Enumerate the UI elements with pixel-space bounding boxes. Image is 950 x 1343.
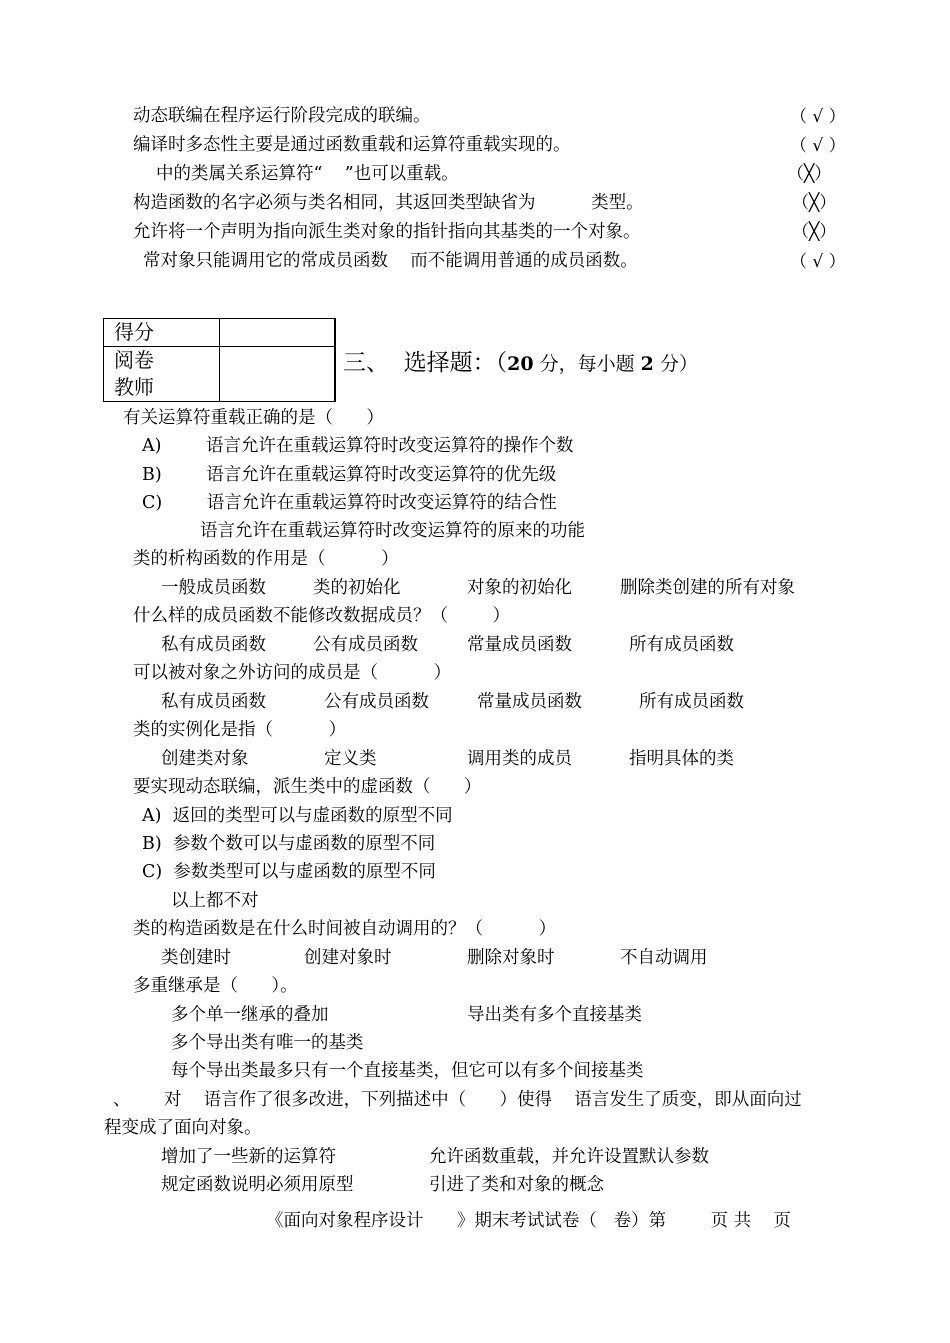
judgment-item-3: 中的类属关系运算符“ ”也可以重载。	[156, 164, 459, 184]
question-7-option-a: 类创建时	[161, 948, 231, 968]
page-footer: 《面向对象程序设计 》期末考试试卷（ 卷）第 页 共 页	[266, 1211, 791, 1231]
question-7-option-c: 删除对象时	[467, 948, 555, 968]
score-label: 得分	[104, 319, 220, 347]
question-3-option-b: 公有成员函数	[313, 635, 418, 655]
question-4: 可以被对象之外访问的成员是（ ）	[133, 663, 452, 683]
question-8-option-d: 每个导出类最多只有一个直接基类，但它可以有多个间接基类	[171, 1061, 644, 1081]
section-total-points: 20	[507, 353, 534, 375]
score-table	[103, 318, 335, 402]
question-6-option-c: C) 参数类型可以与虚函数的原型不同	[142, 862, 436, 882]
question-1-option-c: C) 语言允许在重载运算符时改变运算符的结合性	[142, 493, 557, 513]
judgment-item-1: 动态联编在程序运行阶段完成的联编。	[133, 106, 431, 126]
question-9-option-a: 增加了一些新的运算符	[161, 1147, 336, 1167]
reviewer-value-cell	[220, 347, 335, 402]
question-4-option-a: 私有成员函数	[161, 692, 266, 712]
question-8-option-a: 多个单一继承的叠加	[171, 1005, 329, 1025]
table-divider	[334, 318, 336, 402]
judgment-mark-3: （╳）	[787, 164, 832, 184]
question-2-option-d: 删除类创建的所有对象	[620, 578, 795, 598]
reviewer-label-line-2: 教师	[114, 375, 154, 399]
section-title	[343, 352, 698, 375]
judgment-item-6: 常对象只能调用它的常成员函数 而不能调用普通的成员函数。	[143, 251, 638, 271]
question-2-option-c: 对象的初始化	[467, 578, 572, 598]
question-2: 类的析构函数的作用是（ ）	[133, 549, 399, 569]
question-5-option-c: 调用类的成员	[467, 749, 572, 769]
judgment-mark-4: （╳）	[792, 193, 837, 213]
judgment-item-2: 编译时多态性主要是通过函数重载和运算符重载实现的。	[133, 135, 571, 155]
question-6: 要实现动态联编，派生类中的虚函数（ ）	[133, 777, 482, 797]
section-title-suffix: 分）	[653, 353, 698, 375]
question-4-option-d: 所有成员函数	[639, 692, 744, 712]
question-3-option-d: 所有成员函数	[629, 635, 734, 655]
question-4-option-b: 公有成员函数	[324, 692, 429, 712]
question-3-option-c: 常量成员函数	[467, 635, 572, 655]
question-9-option-d: 引进了类和对象的概念	[429, 1175, 604, 1195]
question-2-option-b: 类的初始化	[313, 578, 401, 598]
reviewer-label-line-1: 阅卷	[114, 348, 154, 372]
question-7-option-d: 不自动调用	[620, 948, 708, 968]
question-6-option-d: 以上都不对	[171, 891, 259, 911]
reviewer-label	[104, 347, 220, 402]
section-title-mid: 分，每小题	[533, 353, 641, 375]
question-9-continued: 程变成了面向对象。	[104, 1118, 262, 1138]
question-5-option-a: 创建类对象	[161, 749, 249, 769]
question-3: 什么样的成员函数不能修改数据成员？（ ）	[133, 606, 511, 626]
section-title-prefix: 三、 选择题：（	[343, 350, 508, 376]
question-6-option-b: B) 参数个数可以与虚函数的原型不同	[142, 834, 436, 854]
question-7-option-b: 创建对象时	[304, 948, 392, 968]
question-6-option-a: A) 返回的类型可以与虚函数的原型不同	[142, 806, 453, 826]
question-8-option-c: 多个导出类有唯一的基类	[171, 1033, 364, 1053]
question-5-option-d: 指明具体的类	[629, 749, 734, 769]
question-7: 类的构造函数是在什么时间被自动调用的？（ ）	[133, 919, 557, 939]
question-9-option-c: 规定函数说明必须用原型	[161, 1175, 354, 1195]
question-8-option-b: 导出类有多个直接基类	[467, 1005, 642, 1025]
section-each-points: 2	[640, 353, 654, 375]
question-3-option-a: 私有成员函数	[161, 635, 266, 655]
judgment-item-5: 允许将一个声明为指向派生类对象的指针指向其基类的一个对象。	[133, 222, 641, 242]
question-9: 、 对 语言作了很多改进，下列描述中（ ）使得 语言发生了质变，即从面向过	[113, 1090, 802, 1110]
judgment-mark-2: （ √ ）	[790, 136, 846, 156]
judgment-mark-6: （ √ ）	[790, 252, 846, 272]
question-1-option-d: 语言允许在重载运算符时改变运算符的原来的功能	[200, 521, 585, 541]
question-1-option-a: A) 语言允许在重载运算符时改变运算符的操作个数	[142, 436, 574, 456]
judgment-item-4: 构造函数的名字必须与类名相同，其返回类型缺省为 类型。	[133, 193, 644, 213]
score-value-cell	[220, 319, 335, 347]
judgment-mark-1: （ √ ）	[790, 107, 846, 127]
question-8: 多重继承是（ ）。	[133, 976, 298, 996]
judgment-mark-5: （╳）	[792, 222, 837, 242]
question-1-option-b: B) 语言允许在重载运算符时改变运算符的优先级	[142, 465, 557, 485]
question-9-option-b: 允许函数重载，并允许设置默认参数	[429, 1147, 709, 1167]
question-2-option-a: 一般成员函数	[161, 578, 266, 598]
question-1: 有关运算符重载正确的是（ ）	[123, 408, 384, 428]
question-4-option-c: 常量成员函数	[477, 692, 582, 712]
question-5: 类的实例化是指（ ）	[133, 720, 347, 740]
question-5-option-b: 定义类	[324, 749, 377, 769]
